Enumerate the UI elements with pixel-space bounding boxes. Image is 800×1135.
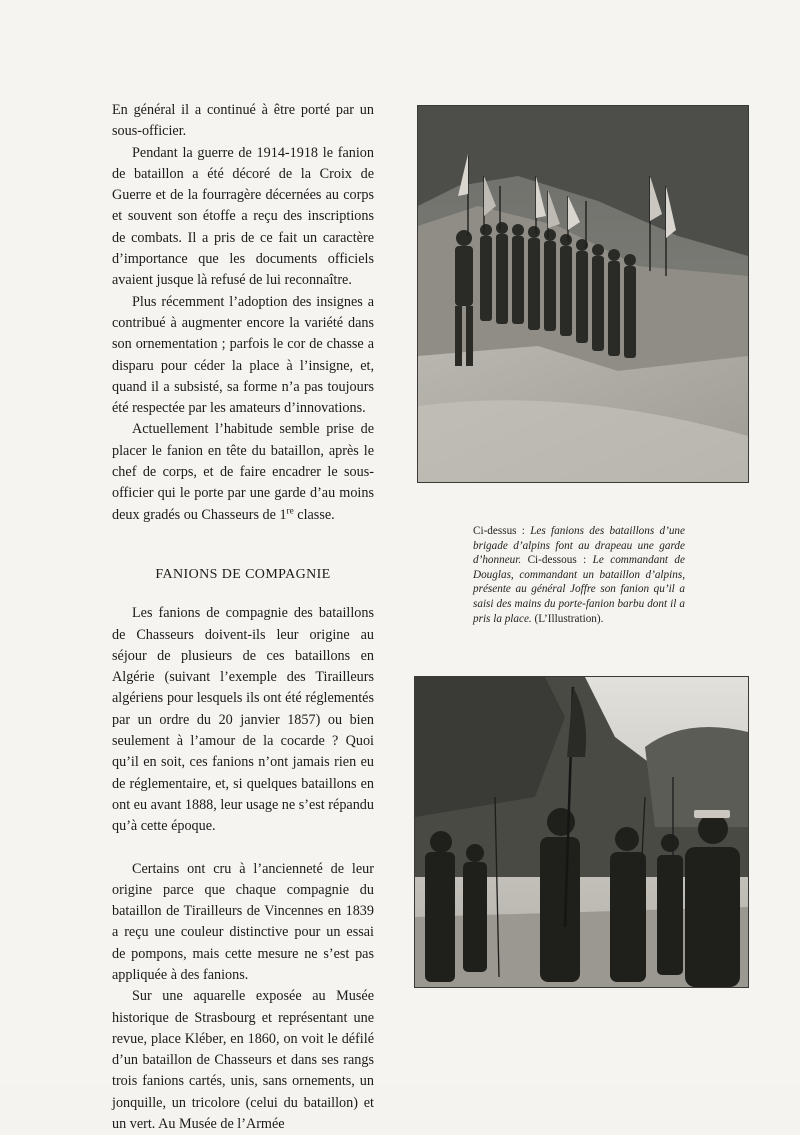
- paragraph-4-text: Actuellement l’habitude semble prise de placer le fanion en tête du bataillon, après le chef de corps, et de faire encadrer le sous-officier qui le porte par une garde d’au moins deux gradés ou Chasseurs de 1: [112, 421, 374, 523]
- section-heading: FANIONS DE COMPAGNIE: [155, 566, 331, 582]
- left-text-column: [112, 100, 374, 1135]
- paragraph-1: En général il a continué à être porté par un sous-officier.: [112, 102, 374, 140]
- photo-flag-guard: [417, 105, 749, 483]
- photo-caption: [473, 524, 685, 626]
- caption-above-label: Ci-dessus :: [473, 525, 531, 537]
- caption-source: (L’Illustration).: [531, 612, 604, 625]
- ordinal-superscript: re: [286, 504, 294, 515]
- paragraph-3: Plus récemment l’adoption des insignes a contribué à augmenter encore la variété dans son ornementation ; parfois le cor de chasse a disparu pour céder la place à l’insigne, et, quand il a subsisté, sa forme n’a pas toujours été respectée par les amateurs d’innovations.: [112, 293, 374, 417]
- paragraph-5: Les fanions de compagnie des bataillons de Chasseurs doivent-ils leur origine au séjour de plusieurs de ces bataillons en Algérie (suivant l’exemple des Tirailleurs algériens pour lesquels ils ont été réglementés par un ordre du 20 janvier 1857) ou bien seulement à l’amour de la cocarde ? Quoi qu’il en soit, ces fanions n’ont jamais rien eu de réglementaire, et, si quelques bataillons en ont eu avant 1888, leur usage ne s’est répandu qu’à cette époque.: [112, 605, 374, 835]
- paragraph-4-end: classe.: [293, 506, 335, 523]
- paragraph-2: Pendant la guerre de 1914-1918 le fanion de bataillon a été décoré de la Croix de Guerre et de la fourragère décernées au corps et souvent son étoffe a reçu des inscriptions de combats. Il a pris de ce fait un caractère d’importance que les documents officiels avaient jusque là refusé de lui reconnaître.: [112, 144, 374, 289]
- caption-above-text: Les fanions des bataillons d’une brigade d’alpins font au drapeau une garde d’honneur.: [473, 525, 685, 567]
- paragraph-7: Sur une aquarelle exposée au Musée historique de Strasbourg et représentant une revue, place Kléber, en 1860, on voit le défilé d’un bataillon de Chasseurs et dans ses rangs trois fanions cartés, unis, sans ornements, un jonquille, un tricolore (celui du bataillon) et un vert. Au Musée de l’Armée: [112, 988, 374, 1133]
- photo-flag-guard-image: [418, 106, 748, 482]
- photo-joffre-image: [415, 677, 748, 987]
- photo-joffre: [414, 676, 749, 988]
- paragraph-4: [112, 419, 374, 525]
- caption-below-text: Le commandant de Douglas, commandant un bataillon d’alpins, présente au général Joffre son fanion qu’il a saisi des mains du porte-fanion barbu dont il a pris la place.: [473, 554, 685, 625]
- paragraph-6: Certains ont cru à l’ancienneté de leur origine parce que chaque compagnie du bataillon de Tirailleurs de Vincennes en 1839 a reçu une couleur distinctive pour un essai de pompons, mais cette mesure ne s’est pas appliquée à des fanions.: [112, 860, 374, 983]
- caption-below-label: Ci-dessous :: [521, 554, 593, 567]
